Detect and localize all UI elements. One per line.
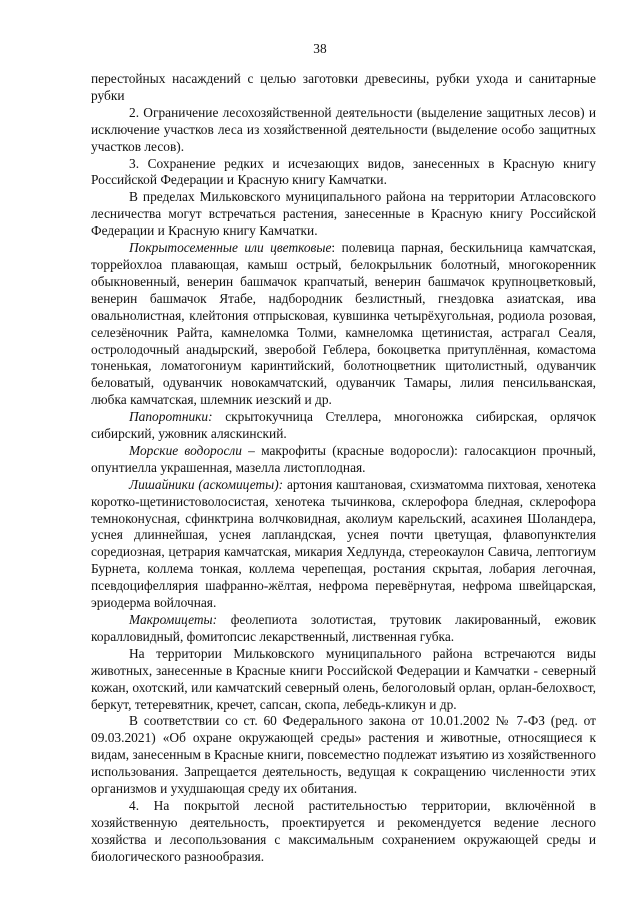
- paragraph-rare-species: 3. Сохранение редких и исчезающих видов, занесенных в Красную книгу Российской Федерации и Красную книгу Камчатки.: [91, 155, 596, 188]
- page-number: 38: [313, 41, 327, 56]
- paragraph-forest-management: 4. На покрытой лесной растительностью территории, включённой в хозяйственную деятельность, проектируется и рекомендуется ведение лесного хозяйства и лесопользования с максимальным сохранением окружающей среды и биологического разнообразия.: [91, 797, 596, 864]
- seaweeds-list: – макрофиты (красные водоросли): галосакцион прочный, опунтиелла украшенная, мазелла листоплодная.: [91, 442, 596, 475]
- paragraph-milkovo-plants: В пределах Мильковского муниципального района на территории Атласовского лесничества могут встречаться растения, занесенные в Красную книгу Российской Федерации и Красную книгу Камчатки.: [91, 189, 596, 239]
- seaweeds-label: Морские водоросли: [129, 442, 242, 458]
- document-body: [91, 71, 596, 866]
- paragraph-angiosperms: [91, 240, 596, 409]
- ferns-label: Папоротники:: [129, 409, 213, 425]
- macromycetes-label: Макромицеты:: [129, 612, 218, 627]
- ferns-list: скрытокучница Стеллера, многоножка сибирская, орлячок сибирский, ужовник аляскинский.: [91, 409, 596, 442]
- paragraph-ferns: [91, 409, 596, 443]
- paragraph-sanitary-felling: перестойных насаждений с целью заготовки древесины, рубки ухода и санитарные рубки: [91, 71, 596, 103]
- paragraph-lichens: [91, 477, 596, 612]
- angiosperms-label: Покрытосеменные или цветковые: [129, 240, 332, 256]
- paragraph-seaweeds: [91, 443, 596, 477]
- macromycetes-list: феолепиота золотистая, трутовик лакированный, ежовик коралловидный, фомитопсис лекарственный, лиственная губка.: [91, 612, 596, 644]
- lichens-list: артония каштановая, схизматомма пихтовая, хенотека коротко-щетинистоволосистая, хенотека тычинкова, склерофора бледная, склерофора темноконусная, сфинктрина волчковидная, аколиум карельский, асахинея Шоландера, уснея длиннейшая, уснея лапландская, уснея почти цветущая, флавопунктелия соредиозная, цетрария камчатская, микария Хедлунда, стереокаулон Савича, лептогиум Бурнета, коллема тонкая, коллема черепещая, ростания скрытая, лобария легочная, псевдоцифеллярия шафранно-жёлтая, нефрома перевёрнутая, нефрома швейцарская, эриодерма войлочная.: [91, 476, 596, 611]
- angiosperms-list: : полевица парная, бескильница камчатская, торрейохлоа плавающая, камыш острый, белокрыльник болотный, многокоренник обыкновенный, венерин башмачок крапчатый, венерин башмачок крупноцветковый, венерин башмачок Ятабе, надбородник безлистный, гнездовка азиатская, ива овальнолистная, клейтония отпрысковая, кувшинка четырёхугольная, родиола розовая, селезёночник Райта, камнеломка Толми, камнеломка щетинистая, астрагал Сеаля, остролодочный анадырский, зверобой Геблера, бокоцветка притуплённая, комастома тоненькая, ломатогониум каринтийский, болотноцветник щитолистный, одуванчик беловатый, одуванчик новокамчатский, одуванчик Тамары, лилия пенсильванская, любка камчатская, шлемник иезский и др.: [91, 240, 596, 408]
- paragraph-federal-law: В соответствии со ст. 60 Федерального закона от 10.01.2002 № 7-ФЗ (ред. от 09.03.2021) «Об охране окружающей среды» растения и животные, относящиеся к видам, занесенным в Красные книги, повсеместно подлежат изъятию из хозяйственного использования. Запрещается деятельность, ведущая к сокращению численности этих организмов и ухудшающая среду их обитания.: [91, 713, 596, 797]
- paragraph-macromycetes: [91, 612, 596, 646]
- paragraph-restriction: 2. Ограничение лесохозяйственной деятельности (выделение защитных лесов) и исключение участков леса из хозяйственной деятельности (выделение особо защитных участков лесов).: [91, 104, 596, 154]
- paragraph-animals: На территории Мильковского муниципального района встречаются виды животных, занесенные в Красные книги Российской Федерации и Камчатки - северный кожан, охотский, или камчатский северный олень, белоголовый орлан, орлан-белохвост, беркут, тетеревятник, кречет, сапсан, скопа, лебедь-кликун и др.: [91, 645, 596, 712]
- lichens-label: Лишайники (аскомицеты):: [129, 476, 284, 492]
